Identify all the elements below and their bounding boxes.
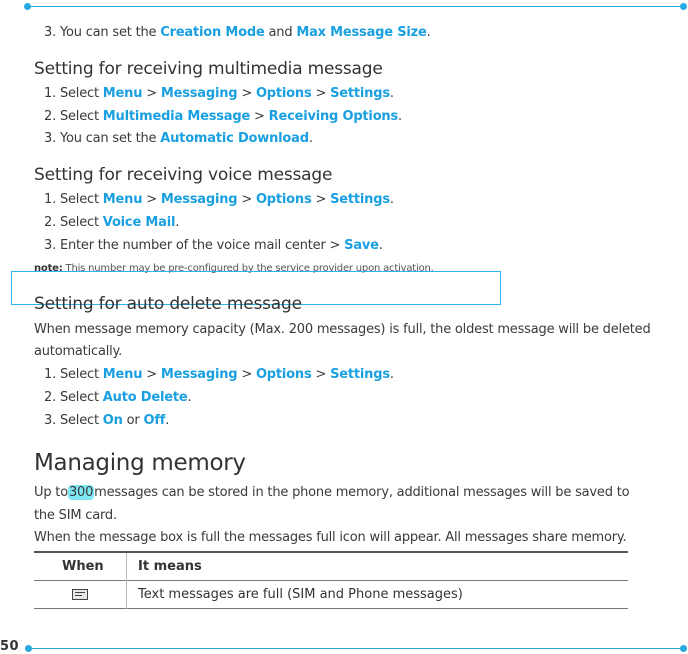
heading-multimedia: Setting for receiving multimedia message bbox=[34, 59, 383, 79]
separator: > bbox=[315, 192, 327, 207]
keyword-messaging: Messaging bbox=[160, 86, 238, 101]
keyword-voice-mail: Voice Mail bbox=[102, 215, 176, 230]
separator: > bbox=[146, 192, 157, 207]
auto-delete-step-1 bbox=[44, 367, 394, 382]
rule-dot bbox=[680, 3, 687, 10]
multimedia-step-2 bbox=[44, 109, 402, 124]
keyword-max-message-size: Max Message Size bbox=[296, 25, 427, 40]
voice-step-3 bbox=[44, 238, 383, 253]
paragraph-text: messages can be stored in the phone memory, additional messages will be saved to bbox=[94, 485, 630, 500]
keyword-settings: Settings bbox=[330, 86, 390, 101]
step-number: 3. bbox=[44, 413, 57, 428]
keyword-multimedia-message: Multimedia Message bbox=[102, 109, 251, 124]
voice-step-1 bbox=[44, 192, 394, 207]
step-number: 1. bbox=[44, 192, 57, 207]
keyword-creation-mode: Creation Mode bbox=[160, 25, 265, 40]
memory-paragraph-1 bbox=[34, 485, 629, 500]
page-number: 50 bbox=[0, 639, 20, 654]
step-number: 3. bbox=[44, 25, 57, 40]
messages-full-icon bbox=[72, 589, 88, 600]
auto-delete-body-2: automatically. bbox=[34, 344, 123, 359]
separator: > bbox=[146, 86, 157, 101]
separator: > bbox=[241, 192, 253, 207]
auto-delete-step-2 bbox=[44, 390, 191, 405]
separator: > bbox=[315, 86, 327, 101]
separator: > bbox=[241, 367, 253, 382]
auto-delete-step-3 bbox=[44, 413, 169, 428]
keyword-options: Options bbox=[255, 367, 312, 382]
step-number: 3. bbox=[44, 131, 57, 146]
step-text: or bbox=[126, 413, 140, 428]
period: . bbox=[389, 86, 394, 101]
keyword-settings: Settings bbox=[330, 367, 390, 382]
note-label: note: bbox=[34, 263, 63, 274]
highlighted-count: 300 bbox=[68, 485, 94, 500]
step-text: You can set the bbox=[59, 131, 157, 146]
period: . bbox=[187, 390, 192, 405]
keyword-automatic-download: Automatic Download bbox=[160, 131, 309, 146]
period: . bbox=[398, 109, 402, 124]
memory-paragraph-2: When the message box is full the messages full icon will appear. All messages share memory. bbox=[34, 530, 627, 545]
keyword-receiving-options: Receiving Options bbox=[268, 109, 399, 124]
step-number: 2. bbox=[44, 390, 57, 405]
keyword-menu: Menu bbox=[102, 86, 143, 101]
rule-dot bbox=[680, 645, 687, 652]
keyword-menu: Menu bbox=[102, 367, 143, 382]
voice-step-2 bbox=[44, 215, 179, 230]
paragraph-text: Up to bbox=[34, 485, 68, 500]
keyword-auto-delete: Auto Delete bbox=[102, 390, 188, 405]
step-text: Select bbox=[59, 413, 99, 428]
period: . bbox=[389, 192, 394, 207]
step-number: 3. bbox=[44, 238, 57, 253]
keyword-messaging: Messaging bbox=[160, 192, 238, 207]
keyword-settings: Settings bbox=[330, 192, 390, 207]
step-number: 2. bbox=[44, 215, 57, 230]
separator: > bbox=[241, 86, 253, 101]
step-number: 1. bbox=[44, 367, 57, 382]
table-cell-meaning: Text messages are full (SIM and Phone messages) bbox=[138, 587, 463, 602]
period: . bbox=[426, 25, 431, 40]
period: . bbox=[378, 238, 383, 253]
top-rule bbox=[27, 6, 684, 7]
table-column-divider bbox=[126, 553, 127, 609]
step-text: Select bbox=[59, 215, 99, 230]
separator: > bbox=[315, 367, 327, 382]
table-top-rule bbox=[34, 551, 628, 553]
heading-managing-memory: Managing memory bbox=[34, 450, 246, 476]
heading-voice: Setting for receiving voice message bbox=[34, 165, 333, 185]
step-text: Select bbox=[59, 86, 99, 101]
intro-step-3 bbox=[44, 25, 431, 40]
rule-dot bbox=[25, 645, 32, 652]
keyword-options: Options bbox=[255, 192, 312, 207]
step-text: Select bbox=[59, 192, 99, 207]
step-text: Select bbox=[59, 390, 99, 405]
period: . bbox=[308, 131, 313, 146]
step-text: You can set the bbox=[59, 25, 157, 40]
step-text: and bbox=[268, 25, 293, 40]
heading-auto-delete: Setting for auto delete message bbox=[34, 294, 302, 314]
rule-dot bbox=[24, 3, 31, 10]
period: . bbox=[389, 367, 394, 382]
auto-delete-body-1: When message memory capacity (Max. 200 messages) is full, the oldest message will be deleted bbox=[34, 322, 651, 337]
period: . bbox=[175, 215, 180, 230]
step-number: 2. bbox=[44, 109, 57, 124]
table-header-rule bbox=[34, 580, 628, 581]
multimedia-step-1 bbox=[44, 86, 394, 101]
keyword-options: Options bbox=[255, 86, 312, 101]
memory-paragraph-1-line-2: the SIM card. bbox=[34, 508, 117, 523]
step-text: Select bbox=[59, 367, 99, 382]
note-text: This number may be pre-configured by the service provider upon activation. bbox=[65, 263, 434, 274]
step-text: Enter the number of the voice mail center > bbox=[59, 238, 341, 253]
keyword-save: Save bbox=[344, 238, 379, 253]
step-number: 1. bbox=[44, 86, 57, 101]
table-header-when: When bbox=[62, 559, 104, 574]
step-text: Select bbox=[59, 109, 99, 124]
keyword-messaging: Messaging bbox=[160, 367, 238, 382]
keyword-on: On bbox=[102, 413, 123, 428]
separator: > bbox=[254, 109, 265, 124]
period: . bbox=[165, 413, 170, 428]
multimedia-step-3 bbox=[44, 131, 313, 146]
table-header-means: It means bbox=[138, 559, 202, 574]
table-bottom-rule bbox=[34, 608, 628, 609]
keyword-menu: Menu bbox=[102, 192, 143, 207]
keyword-off: Off bbox=[143, 413, 166, 428]
separator: > bbox=[146, 367, 157, 382]
bottom-rule bbox=[28, 648, 684, 649]
